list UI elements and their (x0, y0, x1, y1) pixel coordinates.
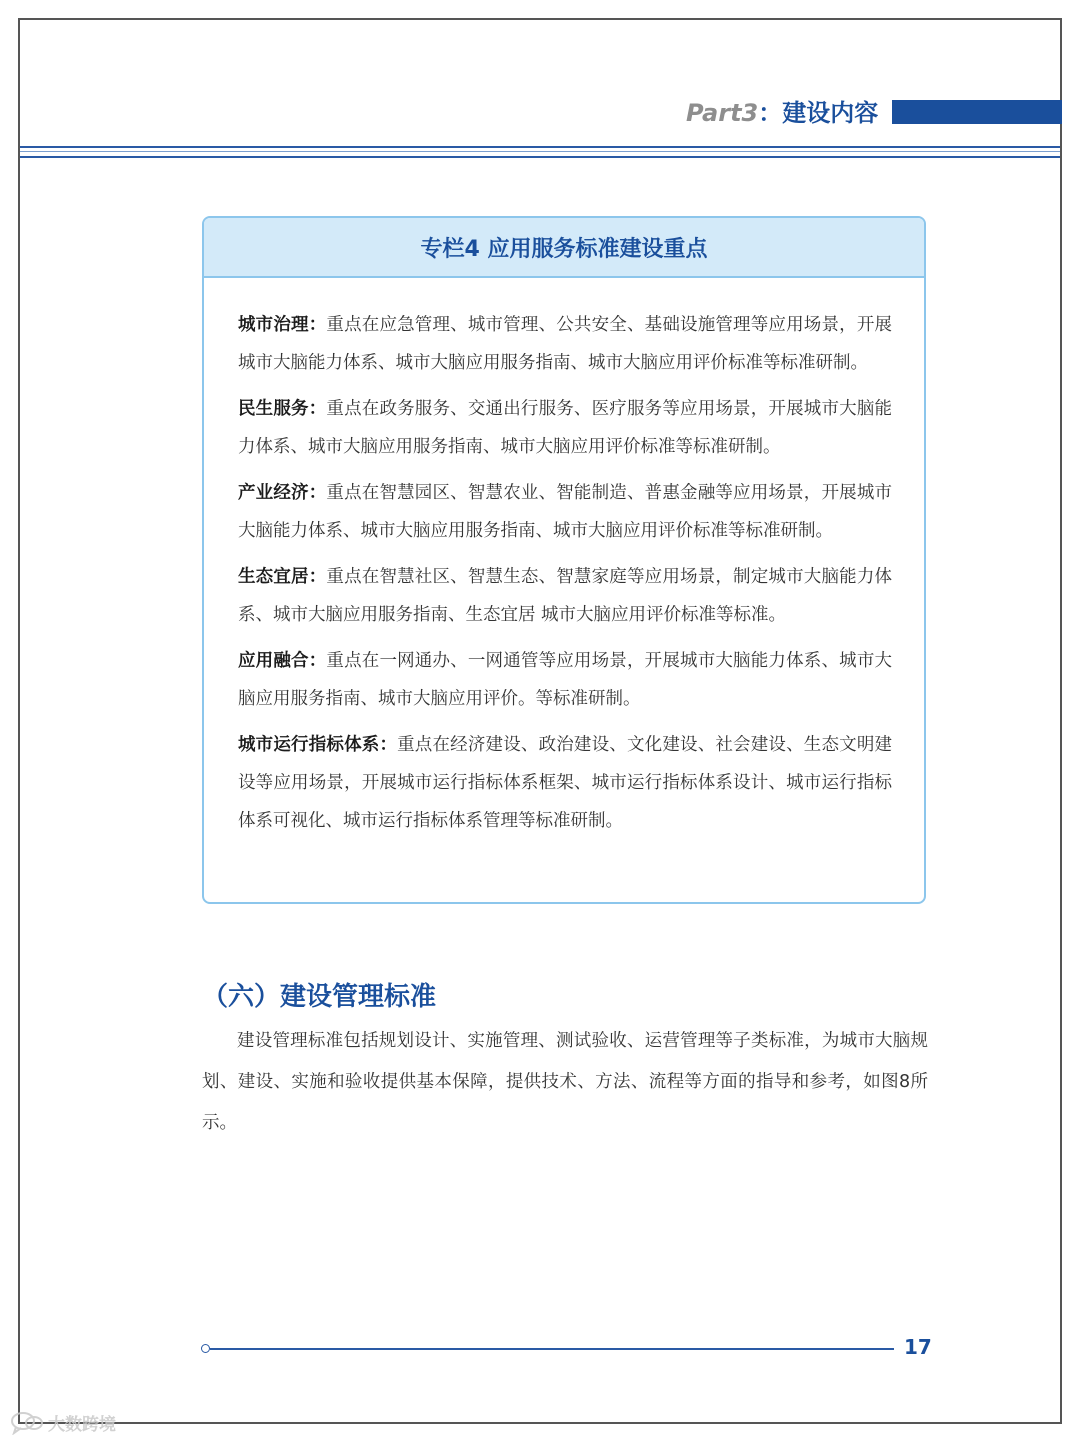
watermark (10, 1410, 116, 1435)
chapter-header (686, 97, 878, 129)
item-term: 民生服务： (238, 399, 327, 419)
header-accent-bar (892, 100, 1062, 124)
watermark-text: 大数跨境 (48, 1415, 116, 1435)
footer-circle-icon (201, 1344, 210, 1353)
item-term: 应用融合： (238, 651, 327, 671)
item-text: 重点在智慧园区、智慧农业、智能制造、普惠金融等应用场景，开展城市大脑能力体系、城市大脑应用服务指南、城市大脑应用评价标准等标准研制。 (238, 483, 893, 541)
page-number: 17 (904, 1335, 932, 1359)
sidebar-box-body (204, 278, 924, 840)
part-title: 建设内容 (782, 99, 879, 127)
chat-bubble-icon (10, 1411, 44, 1435)
item-text: 重点在应急管理、城市管理、公共安全、基础设施管理等应用场景，开展城市大脑能力体系、城市大脑应用服务指南、城市大脑应用评价标准等标准研制。 (238, 315, 893, 373)
item-term: 城市运行指标体系： (238, 735, 398, 755)
item-term: 生态宜居： (238, 567, 327, 587)
header-rule-thin (20, 151, 1060, 152)
item-text: 重点在政务服务、交通出行服务、医疗服务等应用场景，开展城市大脑能力体系、城市大脑应用服务指南、城市大脑应用评价标准等标准研制。 (238, 399, 893, 457)
sidebar-box-title: 专栏4 应用服务标准建设重点 (204, 218, 924, 278)
box-item-livelihood (238, 390, 892, 466)
box-item-integration (238, 642, 892, 718)
box-item-ecology (238, 558, 892, 634)
box-item-city-governance (238, 306, 892, 382)
box-item-city-indicators (238, 726, 892, 840)
section-title: （六）建设管理标准 (202, 982, 437, 1012)
section-body: 建设管理标准包括规划设计、实施管理、测试验收、运营管理等子类标准，为城市大脑规划、建设、实施和验收提供基本保障，提供技术、方法、流程等方面的指导和参考，如图8所示。 (202, 1031, 928, 1133)
item-text: 重点在智慧社区、智慧生态、智慧家庭等应用场景，制定城市大脑能力体系、城市大脑应用服务指南、生态宜居 城市大脑应用评价标准等标准。 (238, 567, 893, 625)
item-text: 重点在一网通办、一网通管等应用场景，开展城市大脑能力体系、城市大脑应用服务指南、城市大脑应用评价。等标准研制。 (238, 651, 893, 709)
part-label: Part3 (686, 99, 759, 127)
header-rule (20, 156, 1060, 158)
item-text: 重点在经济建设、政治建设、文化建设、社会建设、生态文明建设等应用场景，开展城市运行指标体系框架、城市运行指标体系设计、城市运行指标体系可视化、城市运行指标体系管理等标准研制。 (238, 735, 892, 831)
header-rule (20, 146, 1060, 148)
part-separator: ： (758, 99, 783, 127)
footer-rule (210, 1348, 894, 1350)
item-term: 城市治理： (238, 315, 327, 335)
sidebar-box (202, 216, 926, 904)
box-item-industry (238, 474, 892, 550)
item-term: 产业经济： (238, 483, 327, 503)
